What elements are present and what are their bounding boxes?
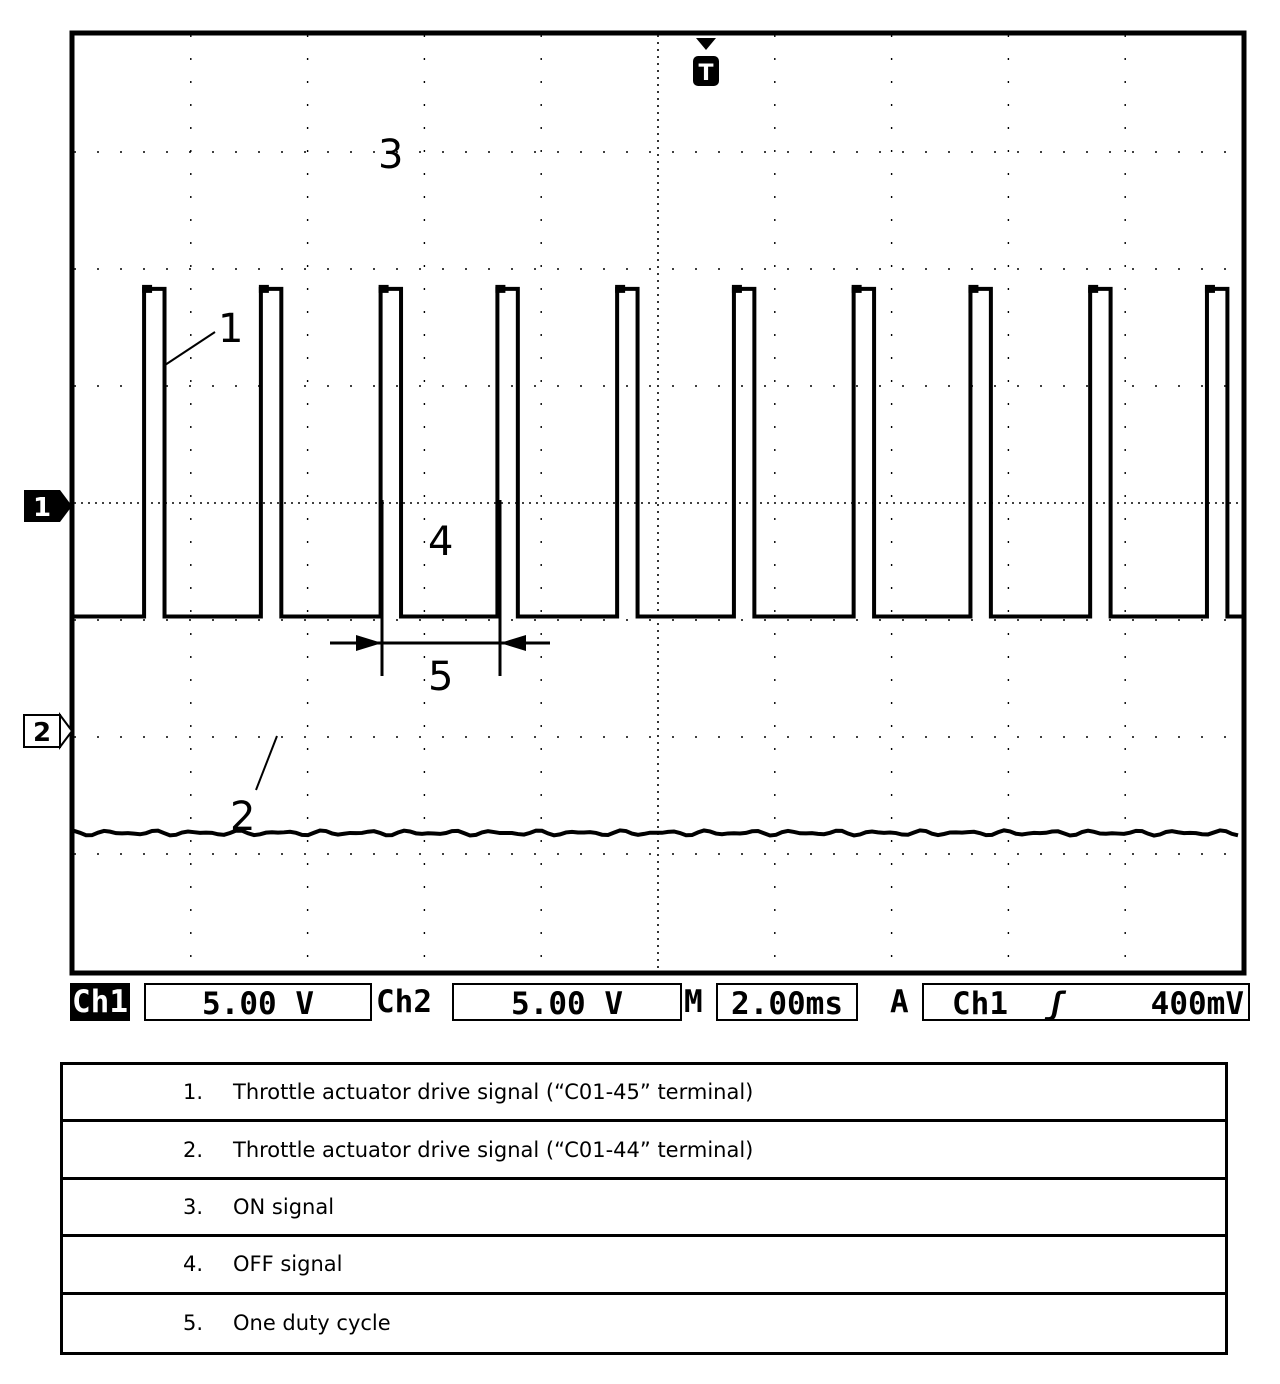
callout-3-label: 3 <box>378 132 404 178</box>
ch1-pulse-peak <box>495 285 505 293</box>
ch1-pulse-peak <box>142 285 152 293</box>
ch1-pulse-peak <box>379 285 389 293</box>
legend-number: 1. <box>182 1080 203 1105</box>
legend-text: ON signal <box>233 1194 335 1219</box>
legend-number: 4. <box>182 1252 203 1277</box>
legend-text: OFF signal <box>233 1252 343 1277</box>
legend-row <box>63 1122 1225 1179</box>
ch2-label: Ch2 <box>376 984 432 1020</box>
ch1-pulse-peak <box>732 285 742 293</box>
trigger-slope-icon: ʃ <box>1046 986 1065 1022</box>
legend-row <box>63 1180 1225 1237</box>
trigger-marker <box>693 38 719 86</box>
trigger-source: Ch1 <box>952 986 1008 1022</box>
ch1-pulse-peak <box>259 285 269 293</box>
callout-1 <box>165 306 243 365</box>
legend-table <box>60 1062 1228 1355</box>
legend-number: 3. <box>182 1194 203 1219</box>
legend-row <box>63 1065 1225 1122</box>
ch1-pulse-peak <box>615 285 625 293</box>
ch1-pulse-peak <box>1088 285 1098 293</box>
ch2-marker <box>24 715 72 748</box>
ch1-pulse-peak <box>968 285 978 293</box>
callout-5-label: 5 <box>428 654 454 700</box>
ch1-marker-label: 1 <box>32 493 52 523</box>
callout-1-label: 1 <box>218 306 244 352</box>
legend-text: Throttle actuator drive signal (“C01-45” terminal) <box>233 1080 754 1105</box>
legend-number: 2. <box>182 1137 203 1162</box>
ch1-label: Ch1 <box>72 984 128 1020</box>
callout-4-label: 4 <box>428 519 454 565</box>
ch2-marker-label: 2 <box>32 718 52 748</box>
ch1-pulse-peak <box>1205 285 1215 293</box>
legend-row <box>63 1295 1225 1352</box>
timebase-scale: 2.00ms <box>716 983 858 1021</box>
ch2-scale: 5.00 V <box>452 983 682 1021</box>
legend-text: Throttle actuator drive signal (“C01-44” terminal) <box>233 1137 754 1162</box>
ch1-pulse-peak <box>852 285 862 293</box>
legend-row <box>63 1237 1225 1294</box>
trigger-mode-label: A <box>890 984 909 1020</box>
callout-2 <box>230 736 277 840</box>
timebase-label: M <box>684 984 703 1020</box>
ch1-scale: 5.00 V <box>144 983 372 1021</box>
trigger-settings <box>922 983 1250 1021</box>
scope-status-bar <box>70 983 1250 1023</box>
ch1-marker <box>24 490 72 523</box>
legend-number: 5. <box>182 1311 203 1336</box>
callout-2-label: 2 <box>230 794 256 840</box>
legend-text: One duty cycle <box>233 1311 391 1336</box>
trigger-marker-label: T <box>698 61 714 86</box>
trigger-level: 400mV <box>1150 986 1244 1022</box>
